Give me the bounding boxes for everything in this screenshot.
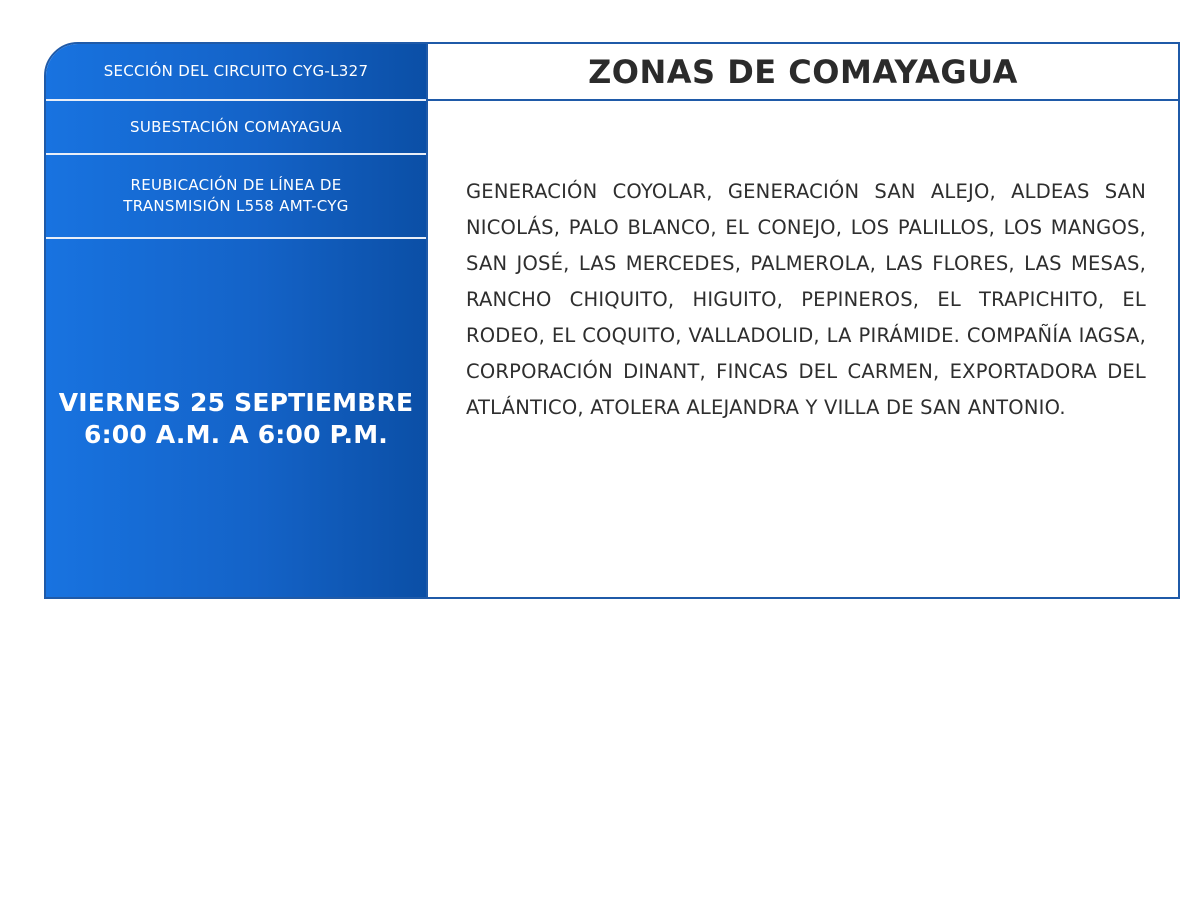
outage-card	[44, 42, 1180, 599]
relocation-label	[123, 175, 348, 217]
zones-list-text: GENERACIÓN COYOLAR, GENERACIÓN SAN ALEJO, ALDEAS SAN NICOLÁS, PALO BLANCO, EL CONEJO, LOS PALILLOS, LOS MANGOS, SAN JOSÉ, LAS MERCEDES, PALMEROLA, LAS FLORES, LAS MESAS, RANCHO CHIQUITO, HIGUITO, PEPINEROS, EL TRAPICHITO, EL RODEO, EL COQUITO, VALLADOLID, LA PIRÁMIDE. COMPAÑÍA IAGSA, CORPORACIÓN DINANT, FINCAS DEL CARMEN, EXPORTADORA DEL ATLÁNTICO, ATOLERA ALEJANDRA Y VILLA DE SAN ANTONIO.	[466, 180, 1146, 419]
relocation-row	[46, 155, 426, 239]
relocation-line-2: TRANSMISIÓN L558 AMT-CYG	[123, 197, 349, 215]
zones-title-row	[428, 44, 1178, 101]
date-time-block	[46, 239, 426, 599]
substation-row	[46, 101, 426, 155]
substation-label: SUBESTACIÓN COMAYAGUA	[130, 117, 342, 136]
outage-time: 6:00 A.M. A 6:00 P.M.	[83, 420, 389, 449]
circuit-section-row	[46, 44, 426, 101]
circuit-section-label: SECCIÓN DEL CIRCUITO CYG-L327	[103, 62, 369, 80]
outage-date: VIERNES 25 SEPTIEMBRE	[58, 388, 414, 417]
schedule-panel	[46, 44, 426, 597]
relocation-line-1: REUBICACIÓN DE LÍNEA DE	[130, 176, 342, 194]
zones-panel	[426, 44, 1178, 597]
zones-title: ZONAS DE COMAYAGUA	[588, 52, 1018, 91]
